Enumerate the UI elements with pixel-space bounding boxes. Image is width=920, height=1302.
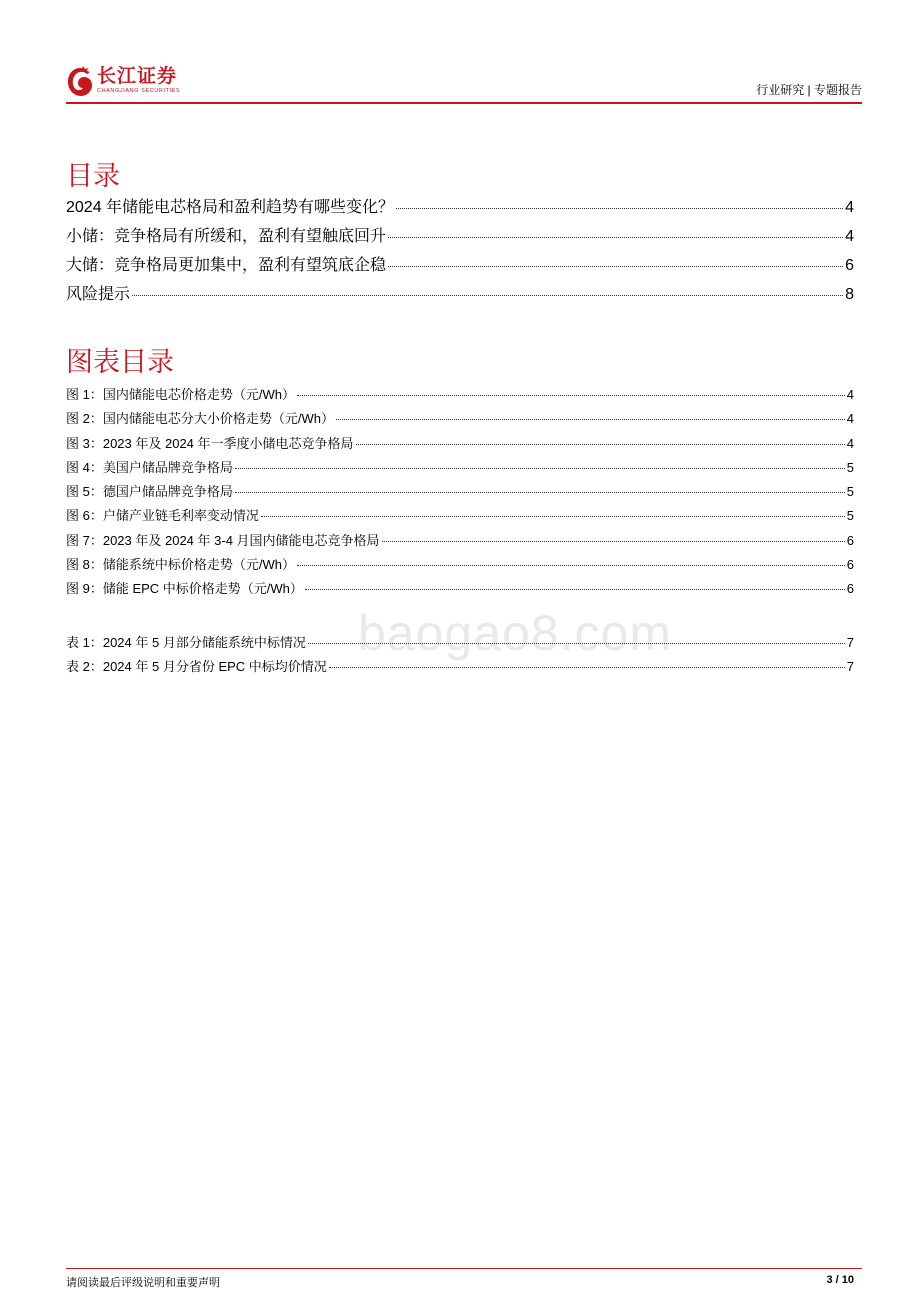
- toc-entry-label: 风险提示: [66, 286, 131, 303]
- figure-entry-page: 4: [846, 387, 854, 402]
- figure-entry-page: 5: [846, 484, 854, 500]
- table-entry[interactable]: [66, 632, 854, 656]
- figure-entry-page: 4: [846, 435, 854, 451]
- toc-entry-label: 大储：竞争格局更加集中，盈利有望筑底企稳: [66, 257, 387, 274]
- figure-entry[interactable]: [66, 457, 854, 481]
- dot-leader: [396, 208, 843, 209]
- logo-english-name: CHANGJIANG SECURITIES: [97, 88, 181, 94]
- figure-entry[interactable]: [66, 578, 854, 602]
- toc-entry-page: 4: [845, 199, 854, 216]
- dot-leader: [356, 444, 845, 445]
- company-logo: [66, 64, 180, 98]
- toc-entry-label: 小储：竞争格局有所缓和，盈利有望触底回升: [66, 228, 387, 245]
- page-header: [66, 62, 862, 104]
- table-entry-label: 表 2：2024 年 5 月分省份 EPC 中标均价情况: [66, 659, 327, 675]
- toc-entry[interactable]: [66, 194, 854, 223]
- figure-entry-label: 图 8：储能系统中标价格走势（元/Wh）: [66, 557, 295, 573]
- footer-disclaimer[interactable]: 请阅读最后评级说明和重要声明: [66, 1277, 220, 1289]
- dot-leader: [336, 419, 845, 420]
- figure-entry-label: 图 7：2023 年及 2024 年 3-4 月国内储能电芯竞争格局: [66, 532, 380, 548]
- dot-leader: [329, 667, 845, 668]
- dot-leader: [388, 266, 843, 267]
- figure-entry[interactable]: [66, 408, 854, 432]
- figure-entry-label: 图 1：国内储能电芯价格走势（元/Wh）: [66, 387, 295, 402]
- figure-entry-page: 4: [846, 411, 854, 427]
- toc-entry-page: 6: [845, 257, 854, 274]
- changjiang-logo-icon: [66, 64, 94, 98]
- page-number: 3 / 10: [826, 1274, 854, 1286]
- dot-leader: [261, 516, 845, 517]
- figure-entry[interactable]: [66, 433, 854, 457]
- figure-entry[interactable]: [66, 530, 854, 554]
- figure-entry[interactable]: [66, 384, 854, 408]
- table-entry-label: 表 1：2024 年 5 月部分储能系统中标情况: [66, 635, 306, 650]
- logo-chinese-name: 长江证券: [97, 66, 178, 87]
- dot-leader: [235, 492, 845, 493]
- toc-entry[interactable]: [66, 223, 854, 252]
- figure-entry-label: 图 3：2023 年及 2024 年一季度小储电芯竞争格局: [66, 435, 354, 451]
- figure-entry-page: 5: [846, 508, 854, 524]
- table-entry[interactable]: [66, 656, 854, 680]
- figure-entry-label: 图 6：户储产业链毛利率变动情况: [66, 508, 259, 524]
- figure-entry[interactable]: [66, 481, 854, 505]
- figure-entry[interactable]: [66, 554, 854, 578]
- figure-entry-label: 图 5：德国户储品牌竞争格局: [66, 484, 233, 500]
- figure-entry-page: 6: [846, 532, 854, 548]
- toc-entry[interactable]: [66, 281, 854, 310]
- toc-list: [66, 194, 854, 310]
- dot-leader: [382, 541, 845, 542]
- toc-entry-page: 4: [845, 228, 854, 245]
- figure-entry-label: 图 4：美国户储品牌竞争格局: [66, 459, 233, 475]
- dot-leader: [297, 565, 845, 566]
- figures-toc-title: 图表目录: [66, 347, 174, 377]
- figure-entry-label: 图 9：储能 EPC 中标价格走势（元/Wh）: [66, 581, 303, 597]
- toc-title: 目录: [66, 161, 120, 191]
- header-divider: [66, 102, 862, 104]
- table-entry-page: 7: [846, 635, 854, 650]
- toc-entry[interactable]: [66, 252, 854, 281]
- table-list: [66, 632, 854, 681]
- figure-list: [66, 384, 854, 603]
- figure-entry[interactable]: [66, 505, 854, 529]
- report-category: 行业研究 | 专题报告: [756, 83, 862, 97]
- toc-entry-label: 2024 年储能电芯格局和盈利趋势有哪些变化？: [66, 199, 395, 216]
- toc-entry-page: 8: [845, 286, 854, 303]
- dot-leader: [308, 643, 845, 644]
- figure-entry-page: 6: [846, 557, 854, 573]
- dot-leader: [235, 468, 845, 469]
- figure-entry-page: 6: [846, 581, 854, 597]
- dot-leader: [132, 295, 843, 296]
- dot-leader: [388, 237, 843, 238]
- figure-entry-label: 图 2：国内储能电芯分大小价格走势（元/Wh）: [66, 411, 334, 427]
- dot-leader: [297, 395, 845, 396]
- footer-divider: [66, 1268, 862, 1269]
- watermark: baogao8.com: [358, 605, 673, 661]
- dot-leader: [305, 589, 845, 590]
- figure-entry-page: 5: [846, 459, 854, 475]
- table-entry-page: 7: [846, 659, 854, 675]
